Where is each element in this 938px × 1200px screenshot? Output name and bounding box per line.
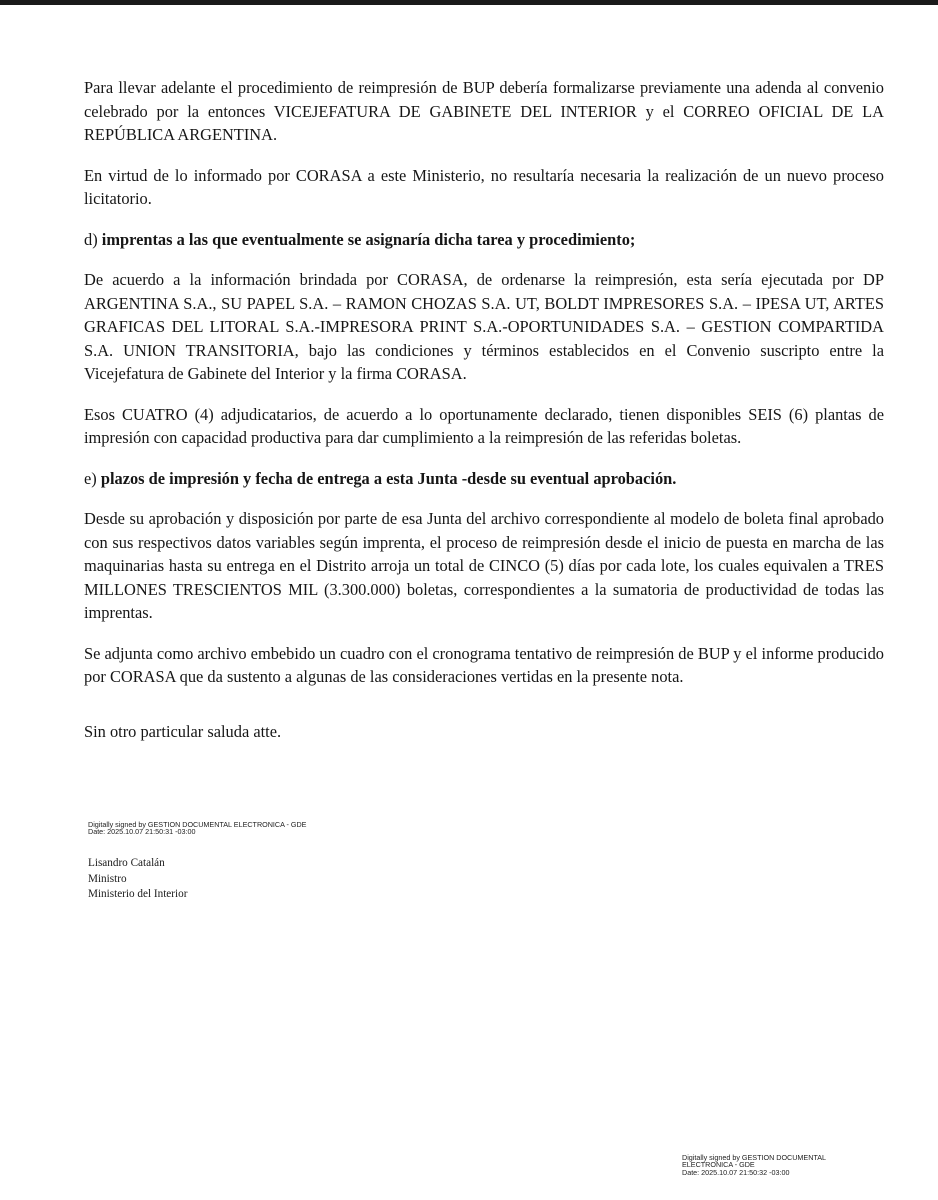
paragraph-plazos: Desde su aprobación y disposición por parte de esa Junta del archivo correspondiente al modelo de boleta final aprobado con sus respectivos datos variables según imprenta, el proceso de reimpresión desde el inicio de puesta en marcha de las maquinarias hasta su entrega en el Distrito arroja un total de CINCO (5) días por cada lote, los cuales equivalen a TRES MILLONES TRESCIENTOS MIL (3.300.000) boletas, correspondientes a la sumatoria de productividad de todas las imprentas. [84,509,884,622]
section-e-prefix: e) [84,468,101,488]
closing-salutation: Sin otro particular saluda atte. [84,722,282,741]
signature-stamp-1-date: Date: 2025.10.07 21:50:31 -03:00 [88,827,196,837]
top-border-bar [0,0,938,5]
signer-name: Lisandro Catalán [88,857,165,869]
section-heading-d [84,228,884,252]
signature-stamp-2-date: Date: 2025.10.07 21:50:32 -03:00 [682,1167,790,1177]
section-d-prefix: d) [84,229,102,249]
section-e-title: plazos de impresión y fecha de entrega a esta Junta -desde su eventual aprobación. [100,468,677,488]
digital-signature-stamp-2 [682,1154,882,1176]
signer-title: Ministro [88,872,127,885]
document-body [84,76,884,706]
paragraph-adenda: Para llevar adelante el procedimiento de reimpresión de BUP debería formalizarse previamente una adenda al convenio celebrado por la entonces VICEJEFATURA DE GABINETE DEL INTERIOR y el CORREO OFICIAL DE LA REPÚBLICA ARGENTINA. [84,78,884,144]
section-heading-e [84,467,884,491]
signer-block [88,856,187,903]
digital-signature-stamp-1 [88,821,306,836]
section-d-title: imprentas a las que eventualmente se asignaría dicha tarea y procedimiento; [101,229,636,249]
paragraph-adjudicatarios: Esos CUATRO (4) adjudicatarios, de acuerdo a lo oportunamente declarado, tienen disponibles SEIS (6) plantas de impresión con capacidad productiva para dar cumplimiento a la reimpresión de las referidas boletas. [84,404,884,447]
signer-organization: Ministerio del Interior [88,888,188,900]
signature-stamp-2-line2: ELECTRONICA - GDE [682,1160,755,1170]
paragraph-adjunto: Se adjunta como archivo embebido un cuadro con el cronograma tentativo de reimpresión de BUP y el informe producido por CORASA que da sustento a algunas de las consideraciones vertidas en la presente nota. [84,643,884,686]
signature-stamp-2-line1: Digitally signed by GESTION DOCUMENTAL [682,1153,827,1162]
signature-stamp-1-signer: Digitally signed by GESTION DOCUMENTAL ELECTRONICA - GDE [88,820,307,829]
paragraph-licitacion: En virtud de lo informado por CORASA a este Ministerio, no resultaría necesaria la realización de un nuevo proceso licitatorio. [84,165,884,208]
paragraph-imprentas: De acuerdo a la información brindada por CORASA, de ordenarse la reimpresión, esta sería ejecutada por DP ARGENTINA S.A., SU PAPEL S.A. – RAMON CHOZAS S.A. UT, BOLDT IMPRESORES S.A. – IPESA UT, ARTES GRAFICAS DEL LITORAL S.A.-IMPRESORA PRINT S.A.-OPORTUNIDADES S.A. – GESTION COMPARTIDA S.A. UNION TRANSITORIA, bajo las condiciones y términos establecidos en el Convenio suscripto entre la Vicejefatura de Gabinete del Interior y la firma CORASA. [84,270,884,383]
